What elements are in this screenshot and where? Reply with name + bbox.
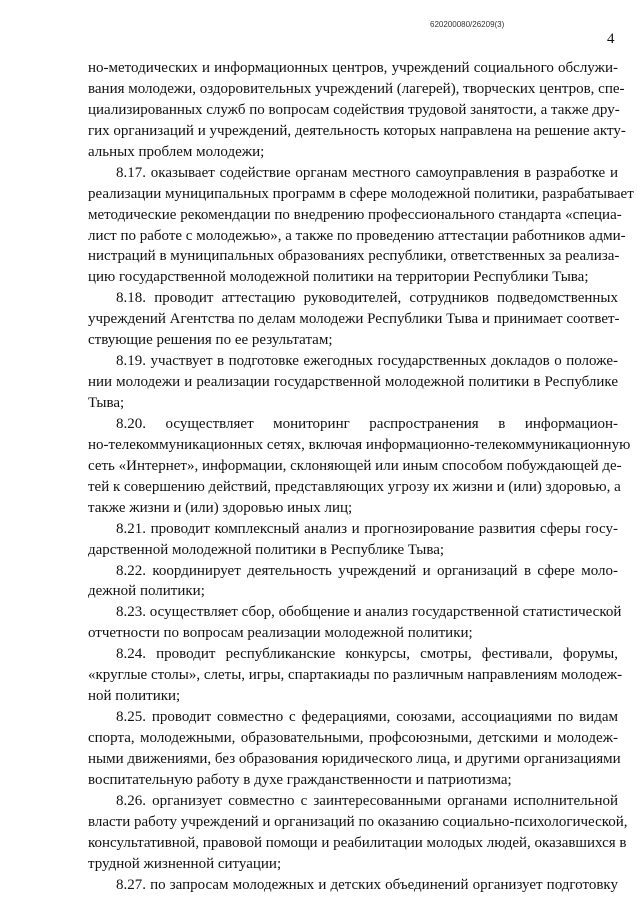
text-line: вания молодежи, оздоровительных учреждений (лагерей), творческих центров, спе- bbox=[88, 80, 625, 97]
text-line: «круглые столы», слеты, игры, спартакиады по различным направлениям молодеж- bbox=[88, 667, 623, 684]
text-line: спорта, молодежными, образовательными, профсоюзными, детскими и молодеж- bbox=[88, 730, 618, 746]
text-line: гих организаций и учреждений, деятельность которых направлена на решение акту- bbox=[88, 122, 626, 139]
text-line: 8.23. осуществляет сбор, обобщение и анализ государственной статистической bbox=[116, 604, 622, 621]
paragraph bbox=[88, 288, 618, 351]
text-line: дарственной молодежной политики в Республике Тыва; bbox=[88, 541, 445, 558]
paragraph bbox=[88, 644, 623, 707]
text-line: сеть «Интернет», информации, склоняющей или иным способом побуждающей де- bbox=[88, 457, 622, 474]
paragraph bbox=[88, 707, 621, 791]
paragraph bbox=[88, 163, 634, 289]
text-line: отчетности по вопросам реализации молодежной политики; bbox=[88, 625, 473, 642]
paragraph bbox=[88, 351, 618, 414]
text-line: консультативной, правовой помощи и реабилитации молодых людей, оказавшихся в bbox=[88, 834, 627, 851]
text-line: ными движениями, без образования юридического лица, и другими организациями bbox=[88, 750, 621, 767]
text-line: реализации муниципальных программ в сфере молодежной политики, разрабатывает bbox=[88, 185, 634, 202]
text-line: воспитательную работу в духе гражданственности и патриотизма; bbox=[88, 771, 512, 788]
text-line: но-методических и информационных центров, учреждений социального обслужи- bbox=[88, 60, 618, 76]
paragraph bbox=[88, 875, 618, 896]
text-line: трудной жизненной ситуации; bbox=[88, 855, 282, 872]
text-line: 8.21. проводит комплексный анализ и прогнозирование развития сферы госу- bbox=[116, 520, 618, 537]
text-line: 8.20. осуществляет мониторинг распространения в информацион- bbox=[116, 415, 618, 432]
text-line: также жизни и (или) здоровью иных лиц; bbox=[88, 499, 353, 516]
document-body bbox=[88, 58, 634, 896]
text-line: 8.25. проводит совместно с федерациями, союзами, ассоциациями по видам bbox=[116, 709, 618, 726]
text-line: нии молодежи и реализации государственной молодежной политики в Республике bbox=[88, 374, 618, 391]
text-line: лист по работе с молодежью», а также по проведению аттестации работников адми- bbox=[88, 227, 626, 244]
text-line: 8.18. проводит аттестацию руководителей, сотрудников подведомственных bbox=[116, 290, 618, 307]
paragraph bbox=[88, 791, 628, 875]
text-line: циализированных служб по вопросам содействия трудовой занятости, а также дру- bbox=[88, 101, 620, 118]
text-line: Тыва; bbox=[88, 395, 125, 411]
text-line: ной политики; bbox=[88, 688, 181, 705]
text-line: власти работу учреждений и организаций по оказанию социально-психологической, bbox=[88, 813, 628, 830]
text-line: 8.22. координирует деятельность учреждений и организаций в сфере моло- bbox=[116, 562, 618, 579]
text-line: методические рекомендации по внедрению профессионального стандарта «специа- bbox=[88, 206, 622, 223]
text-line: 8.27. по запросам молодежных и детских объединений организует подготовку bbox=[116, 876, 618, 893]
paragraph bbox=[88, 561, 618, 603]
text-line: дежной политики; bbox=[88, 583, 205, 600]
text-line: альных проблем молодежи; bbox=[88, 143, 265, 160]
text-line: 8.19. участвует в подготовке ежегодных государственных докладов о положе- bbox=[116, 353, 618, 370]
text-line: 8.17. оказывает содействие органам местного самоуправления в разработке и bbox=[116, 164, 618, 181]
text-line: но-телекоммуникационных сетях, включая информационно-телекоммуникационную bbox=[88, 436, 631, 453]
text-line: 8.24. проводит республиканские конкурсы, смотры, фестивали, форумы, bbox=[116, 646, 618, 663]
paragraph bbox=[88, 602, 622, 644]
text-line: ствующие решения по ее результатам; bbox=[88, 332, 333, 349]
paragraph bbox=[88, 414, 631, 519]
text-line: 8.26. организует совместно с заинтересованными органами исполнительной bbox=[116, 792, 618, 809]
paragraph bbox=[88, 58, 626, 163]
text-line: нистраций в муниципальных образованиях республики, ответственных за реализа- bbox=[88, 248, 620, 265]
paragraph bbox=[88, 519, 618, 561]
document-code: 620200080/26209(3) bbox=[430, 20, 505, 29]
text-line: учреждений Агентства по делам молодежи Республики Тыва и принимает соответ- bbox=[88, 311, 620, 328]
page-number: 4 bbox=[607, 31, 615, 47]
text-line: цию государственной молодежной политики на территории Республики Тыва; bbox=[88, 269, 589, 286]
text-line: тей к совершению действий, представляющих угрозу их жизни и (или) здоровью, а bbox=[88, 478, 621, 495]
